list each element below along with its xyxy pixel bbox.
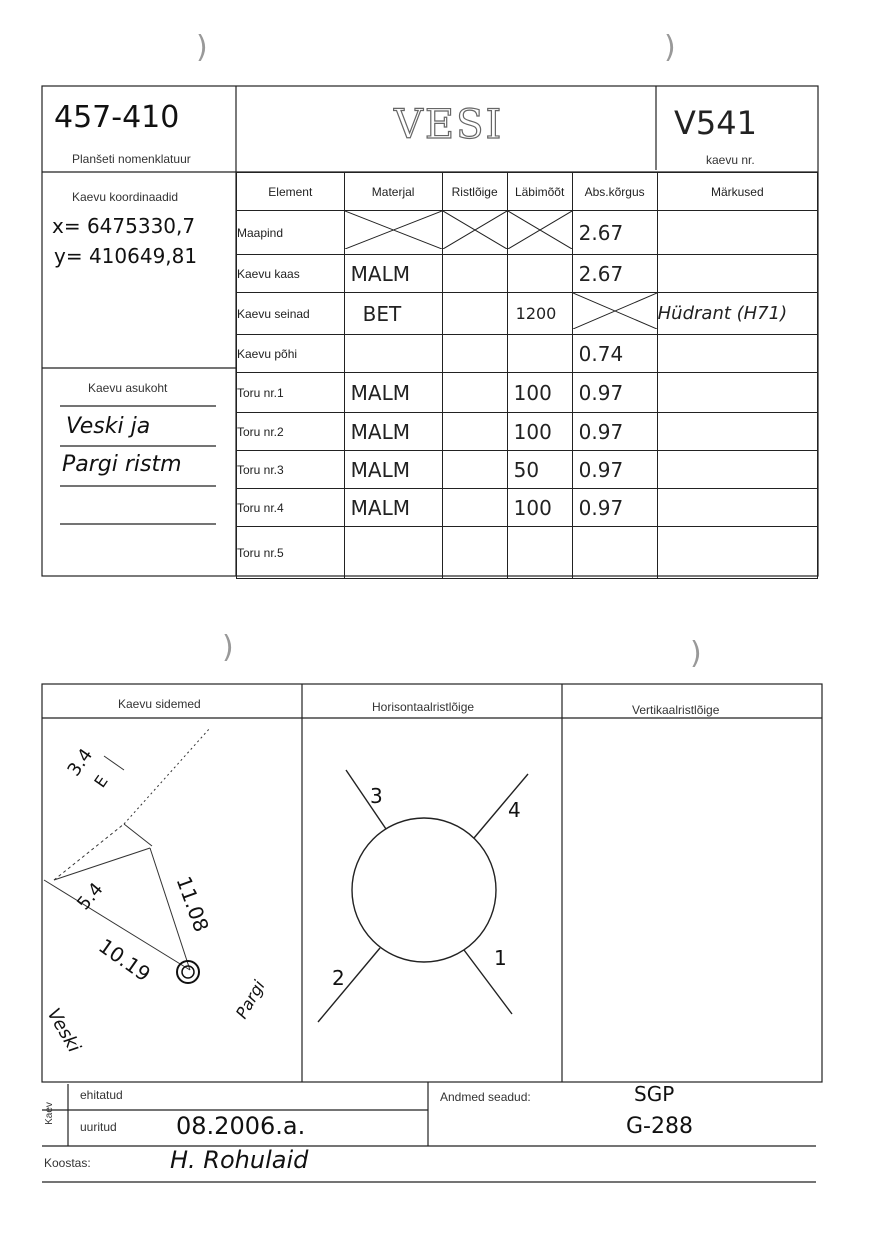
row-section xyxy=(442,413,507,451)
street-label-1: Veski xyxy=(42,1004,85,1057)
location-line-1: Veski ja xyxy=(66,414,151,439)
cross-mark xyxy=(573,293,657,329)
footer-built-label: ehitatud xyxy=(80,1088,123,1102)
row-diameter: 100 xyxy=(507,489,572,527)
row-section xyxy=(442,489,507,527)
bottom-card-frame xyxy=(0,600,880,1200)
row-height: 2.67 xyxy=(572,211,657,255)
crossed-cell xyxy=(442,211,507,255)
nomenclature-value: 457-410 xyxy=(54,100,180,135)
table-row xyxy=(237,293,818,335)
row-height: 0.97 xyxy=(572,451,657,489)
punch-hole: ) xyxy=(690,636,702,671)
row-section xyxy=(442,335,507,373)
row-section xyxy=(442,527,507,579)
row-material: MALM xyxy=(344,413,442,451)
row-notes xyxy=(657,489,817,527)
horizontal-section-drawing xyxy=(318,770,528,1022)
row-height xyxy=(572,527,657,579)
well-table xyxy=(236,172,818,579)
table-header-row xyxy=(237,173,818,211)
row-material: MALM xyxy=(344,451,442,489)
row-height: 0.97 xyxy=(572,373,657,413)
row-material: MALM xyxy=(344,489,442,527)
punch-hole: ) xyxy=(196,30,208,65)
row-height: 0.97 xyxy=(572,489,657,527)
location-line-2: Pargi ristm xyxy=(62,452,182,477)
row-diameter xyxy=(507,335,572,373)
pipe-number-4: 4 xyxy=(508,798,521,822)
crossed-cell xyxy=(572,293,657,335)
row-element: Toru nr.5 xyxy=(237,527,345,579)
punch-hole: ) xyxy=(664,30,676,65)
tie-distance-2: 5.4 xyxy=(73,878,108,915)
form-title: VESI xyxy=(394,102,504,148)
tie-distance-1-mark: E xyxy=(90,771,112,792)
street-label-2: Pargi xyxy=(231,977,269,1022)
table-row xyxy=(237,527,818,579)
row-element: Toru nr.4 xyxy=(237,489,345,527)
tie-distance-4: 10.19 xyxy=(94,933,155,987)
table-row xyxy=(237,489,818,527)
row-element: Toru nr.3 xyxy=(237,451,345,489)
coord-y: y= 410649,81 xyxy=(54,244,198,268)
row-element: Maapind xyxy=(237,211,345,255)
row-section xyxy=(442,451,507,489)
header-ties: Kaevu sidemed xyxy=(118,697,201,711)
footer-data-label: Andmed seadud: xyxy=(440,1090,531,1104)
footer-data-value-1: SGP xyxy=(634,1082,675,1106)
table-row xyxy=(237,413,818,451)
row-notes xyxy=(657,413,817,451)
pipe-number-2: 2 xyxy=(332,966,345,990)
row-diameter: 1200 xyxy=(507,293,572,335)
punch-hole: ) xyxy=(222,630,234,665)
footer-compiled-label: Koostas: xyxy=(44,1156,91,1170)
well-number-value: V541 xyxy=(674,104,757,142)
row-diameter: 100 xyxy=(507,373,572,413)
table-row xyxy=(237,373,818,413)
row-material: MALM xyxy=(344,373,442,413)
col-header-diameter: Läbimõõt xyxy=(507,173,572,211)
row-diameter xyxy=(507,527,572,579)
col-header-element: Element xyxy=(237,173,345,211)
pipe-number-1: 1 xyxy=(494,946,507,970)
row-material xyxy=(344,335,442,373)
row-notes xyxy=(657,255,817,293)
cross-mark xyxy=(443,211,507,249)
row-notes xyxy=(657,211,817,255)
row-height: 2.67 xyxy=(572,255,657,293)
row-section xyxy=(442,373,507,413)
cross-mark xyxy=(508,211,572,249)
header-vertical-section: Vertikaalristlõige xyxy=(632,703,720,717)
crossed-cell xyxy=(507,211,572,255)
row-notes xyxy=(657,527,817,579)
crossed-cell xyxy=(344,211,442,255)
row-diameter: 100 xyxy=(507,413,572,451)
row-diameter: 50 xyxy=(507,451,572,489)
footer-data-value-2: G-288 xyxy=(626,1114,693,1139)
row-element: Kaevu kaas xyxy=(237,255,345,293)
coords-label: Kaevu koordinaadid xyxy=(72,190,179,204)
table-row xyxy=(237,211,818,255)
row-height: 0.97 xyxy=(572,413,657,451)
footer-surveyed-value: 08.2006.a. xyxy=(176,1112,306,1140)
row-section xyxy=(442,255,507,293)
footer-surveyed-label: uuritud xyxy=(80,1120,117,1134)
row-section xyxy=(442,293,507,335)
col-header-height: Abs.kõrgus xyxy=(572,173,657,211)
row-notes xyxy=(657,335,817,373)
pipe-number-3: 3 xyxy=(370,784,383,808)
nomenclature-label: Planšeti nomenklatuur xyxy=(72,152,191,166)
row-height: 0.74 xyxy=(572,335,657,373)
well-number-label: kaevu nr. xyxy=(706,153,755,167)
row-material xyxy=(344,527,442,579)
table-row xyxy=(237,451,818,489)
tie-distance-3: 11.08 xyxy=(171,872,214,936)
row-diameter xyxy=(507,255,572,293)
table-row xyxy=(237,335,818,373)
row-element: Kaevu seinad xyxy=(237,293,345,335)
col-header-material: Materjal xyxy=(344,173,442,211)
row-element: Toru nr.2 xyxy=(237,413,345,451)
row-element: Kaevu põhi xyxy=(237,335,345,373)
tie-distance-1: 3.4 xyxy=(63,744,98,781)
col-header-section: Ristlõige xyxy=(442,173,507,211)
row-material: MALM xyxy=(344,255,442,293)
footer-compiled-value: H. Rohulaid xyxy=(170,1146,309,1174)
row-element: Toru nr.1 xyxy=(237,373,345,413)
table-row xyxy=(237,255,818,293)
row-notes xyxy=(657,373,817,413)
coord-x: x= 6475330,7 xyxy=(52,214,196,238)
footer-side-label: Kaev xyxy=(43,1102,55,1125)
row-material: BET xyxy=(344,293,442,335)
row-notes: Hüdrant (H71) xyxy=(657,293,817,335)
col-header-notes: Märkused xyxy=(657,173,817,211)
header-horizontal-section: Horisontaalristlõige xyxy=(372,700,475,714)
location-label: Kaevu asukoht xyxy=(88,381,168,395)
row-notes xyxy=(657,451,817,489)
cross-mark xyxy=(345,211,442,249)
